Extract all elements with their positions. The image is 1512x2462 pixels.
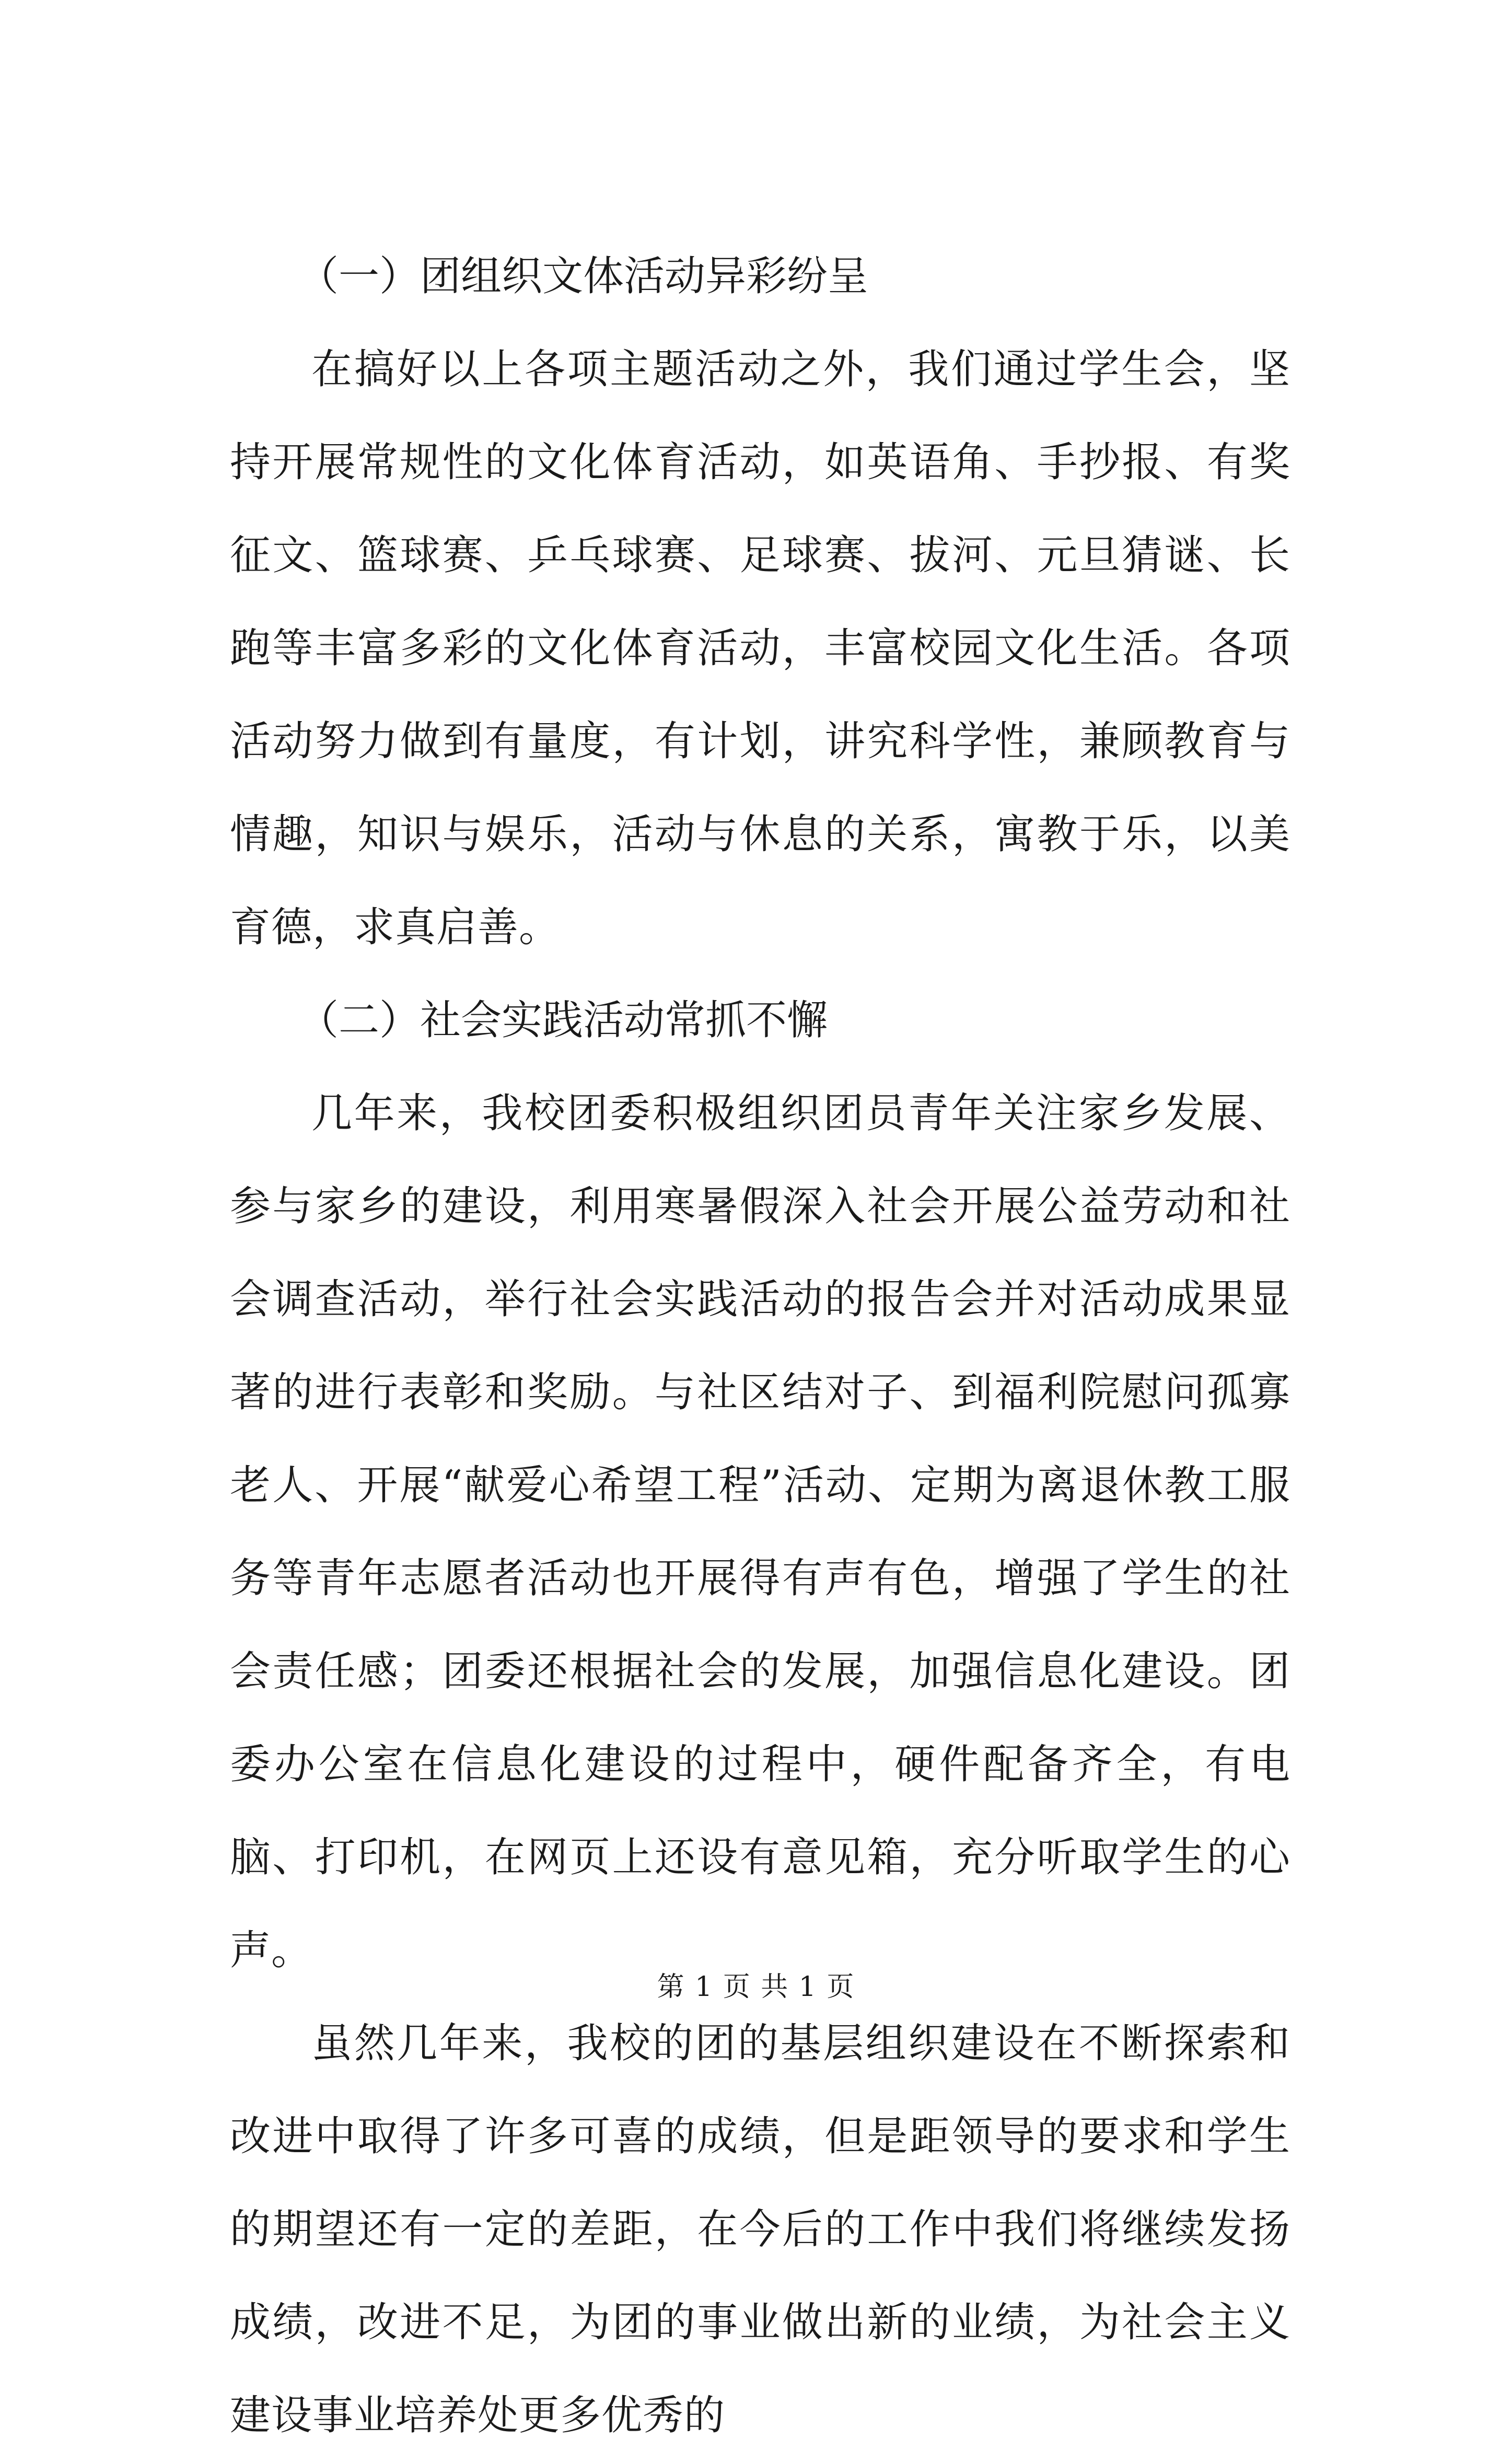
section-heading-1: （一）团组织文体活动异彩纷呈	[298, 253, 869, 300]
section-1-paragraph-1: 在搞好以上各项主题活动之外，我们通过学生会，坚持开展常规性的文化体育活动，如英语角、手抄报、有奖征文、篮球赛、乒乓球赛、足球赛、拔河、元旦猜谜、长跑等丰富多彩的文化体育活动，丰富校园文化生活。各项活动努力做到有量度，有计划，讲究科学性，兼顾教育与情趣，知识与娱乐，活动与休息的关系，寓教于乐，以美育德，求真启善。	[230, 346, 1290, 951]
section-2-paragraph-1: 几年来，我校团委积极组织团员青年关注家乡发展、参与家乡的建设，利用寒暑假深入社会开展公益劳动和社会调查活动，举行社会实践活动的报告会并对活动成果显著的进行表彰和奖励。与社区结对子、到福利院慰问孤寡老人、开展“献爱心希望工程”活动、定期为离退休教工服务等青年志愿者活动也开展得有声有色，增强了学生的社会责任感；团委还根据社会的发展，加强信息化建设。团委办公室在信息化建设的过程中，硬件配备齐全，有电脑、打印机，在网页上还设有意见箱，充分听取学生的心声。	[230, 1090, 1290, 1974]
section-heading-2: （二）社会实践活动常抓不懈	[298, 997, 828, 1044]
page-footer: 第 1 页 共 1 页	[657, 1971, 855, 2003]
document-body	[230, 230, 1290, 2462]
section-2-paragraph-2: 虽然几年来，我校的团的基层组织建设在不断探索和改进中取得了许多可喜的成绩，但是距领导的要求和学生的期望还有一定的差距，在今后的工作中我们将继续发扬成绩，改进不足，为团的事业做出新的业绩，为社会主义建设事业培养处更多优秀的	[230, 2020, 1290, 2439]
